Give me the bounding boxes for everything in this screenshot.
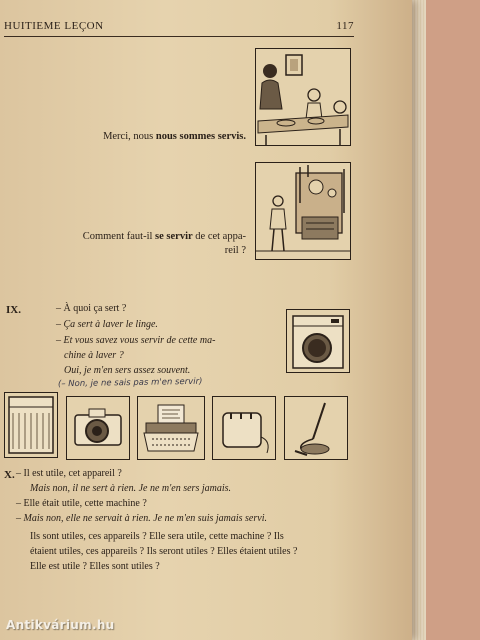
ix-line-3: – Et vous savez vous servir de cette ma- (56, 335, 216, 346)
washing-machine-icon (286, 309, 350, 373)
caption-how-bold: se servir (155, 231, 193, 242)
typewriter-icon (137, 396, 205, 460)
dishwasher-icon (4, 392, 58, 458)
caption-how-post: de cet appa- (192, 231, 246, 242)
toaster-icon (212, 396, 276, 460)
caption-served (60, 130, 246, 144)
watermark: Antikvárium.hu (6, 618, 115, 632)
x-line-5: Ils sont utiles, ces appareils ? Elle sera utile, cette machine ? Ils (30, 531, 284, 542)
x-line-3: – Elle était utile, cette machine ? (16, 498, 147, 509)
page-number: 117 (336, 20, 354, 32)
boiler-illustration (255, 162, 351, 260)
x-line-4: – Mais non, elle ne servait à rien. Je ne m'en suis jamais servi. (16, 513, 267, 524)
x-line-7: Elle est utile ? Elles sont utiles ? (30, 561, 160, 572)
x-line-1: – Il est utile, cet appareil ? (16, 468, 122, 479)
camera-icon (66, 396, 130, 460)
caption-served-text: Merci, nous (103, 131, 156, 142)
caption-how-to-use (60, 230, 246, 258)
ix-line-4: chine à laver ? (64, 350, 124, 361)
section-x-number: X. (4, 469, 15, 481)
ix-line-2: – Ça sert à laver le linge. (56, 319, 158, 330)
ix-line-1: – À quoi ça sert ? (56, 303, 127, 314)
handwritten-note: (– Non, je ne sais pas m'en servir) (57, 376, 203, 390)
ix-line-5: Oui, je m'en sers assez souvent. (64, 365, 191, 376)
vacuum-cleaner-icon (284, 396, 348, 460)
x-line-6: étaient utiles, ces appareils ? Ils seront utiles ? Elles étaient utiles ? (30, 546, 298, 557)
x-line-2: Mais non, il ne sert à rien. Je ne m'en sers jamais. (30, 483, 232, 494)
page-header (4, 20, 354, 37)
caption-how-line2: reil ? (224, 245, 246, 256)
section-ix-number: IX. (6, 304, 21, 316)
caption-how-text: Comment faut-il (82, 231, 156, 242)
caption-served-bold: nous sommes servis. (155, 131, 246, 142)
chapter-title: HUITIEME LEÇON (4, 20, 104, 32)
family-table-illustration (255, 48, 351, 146)
